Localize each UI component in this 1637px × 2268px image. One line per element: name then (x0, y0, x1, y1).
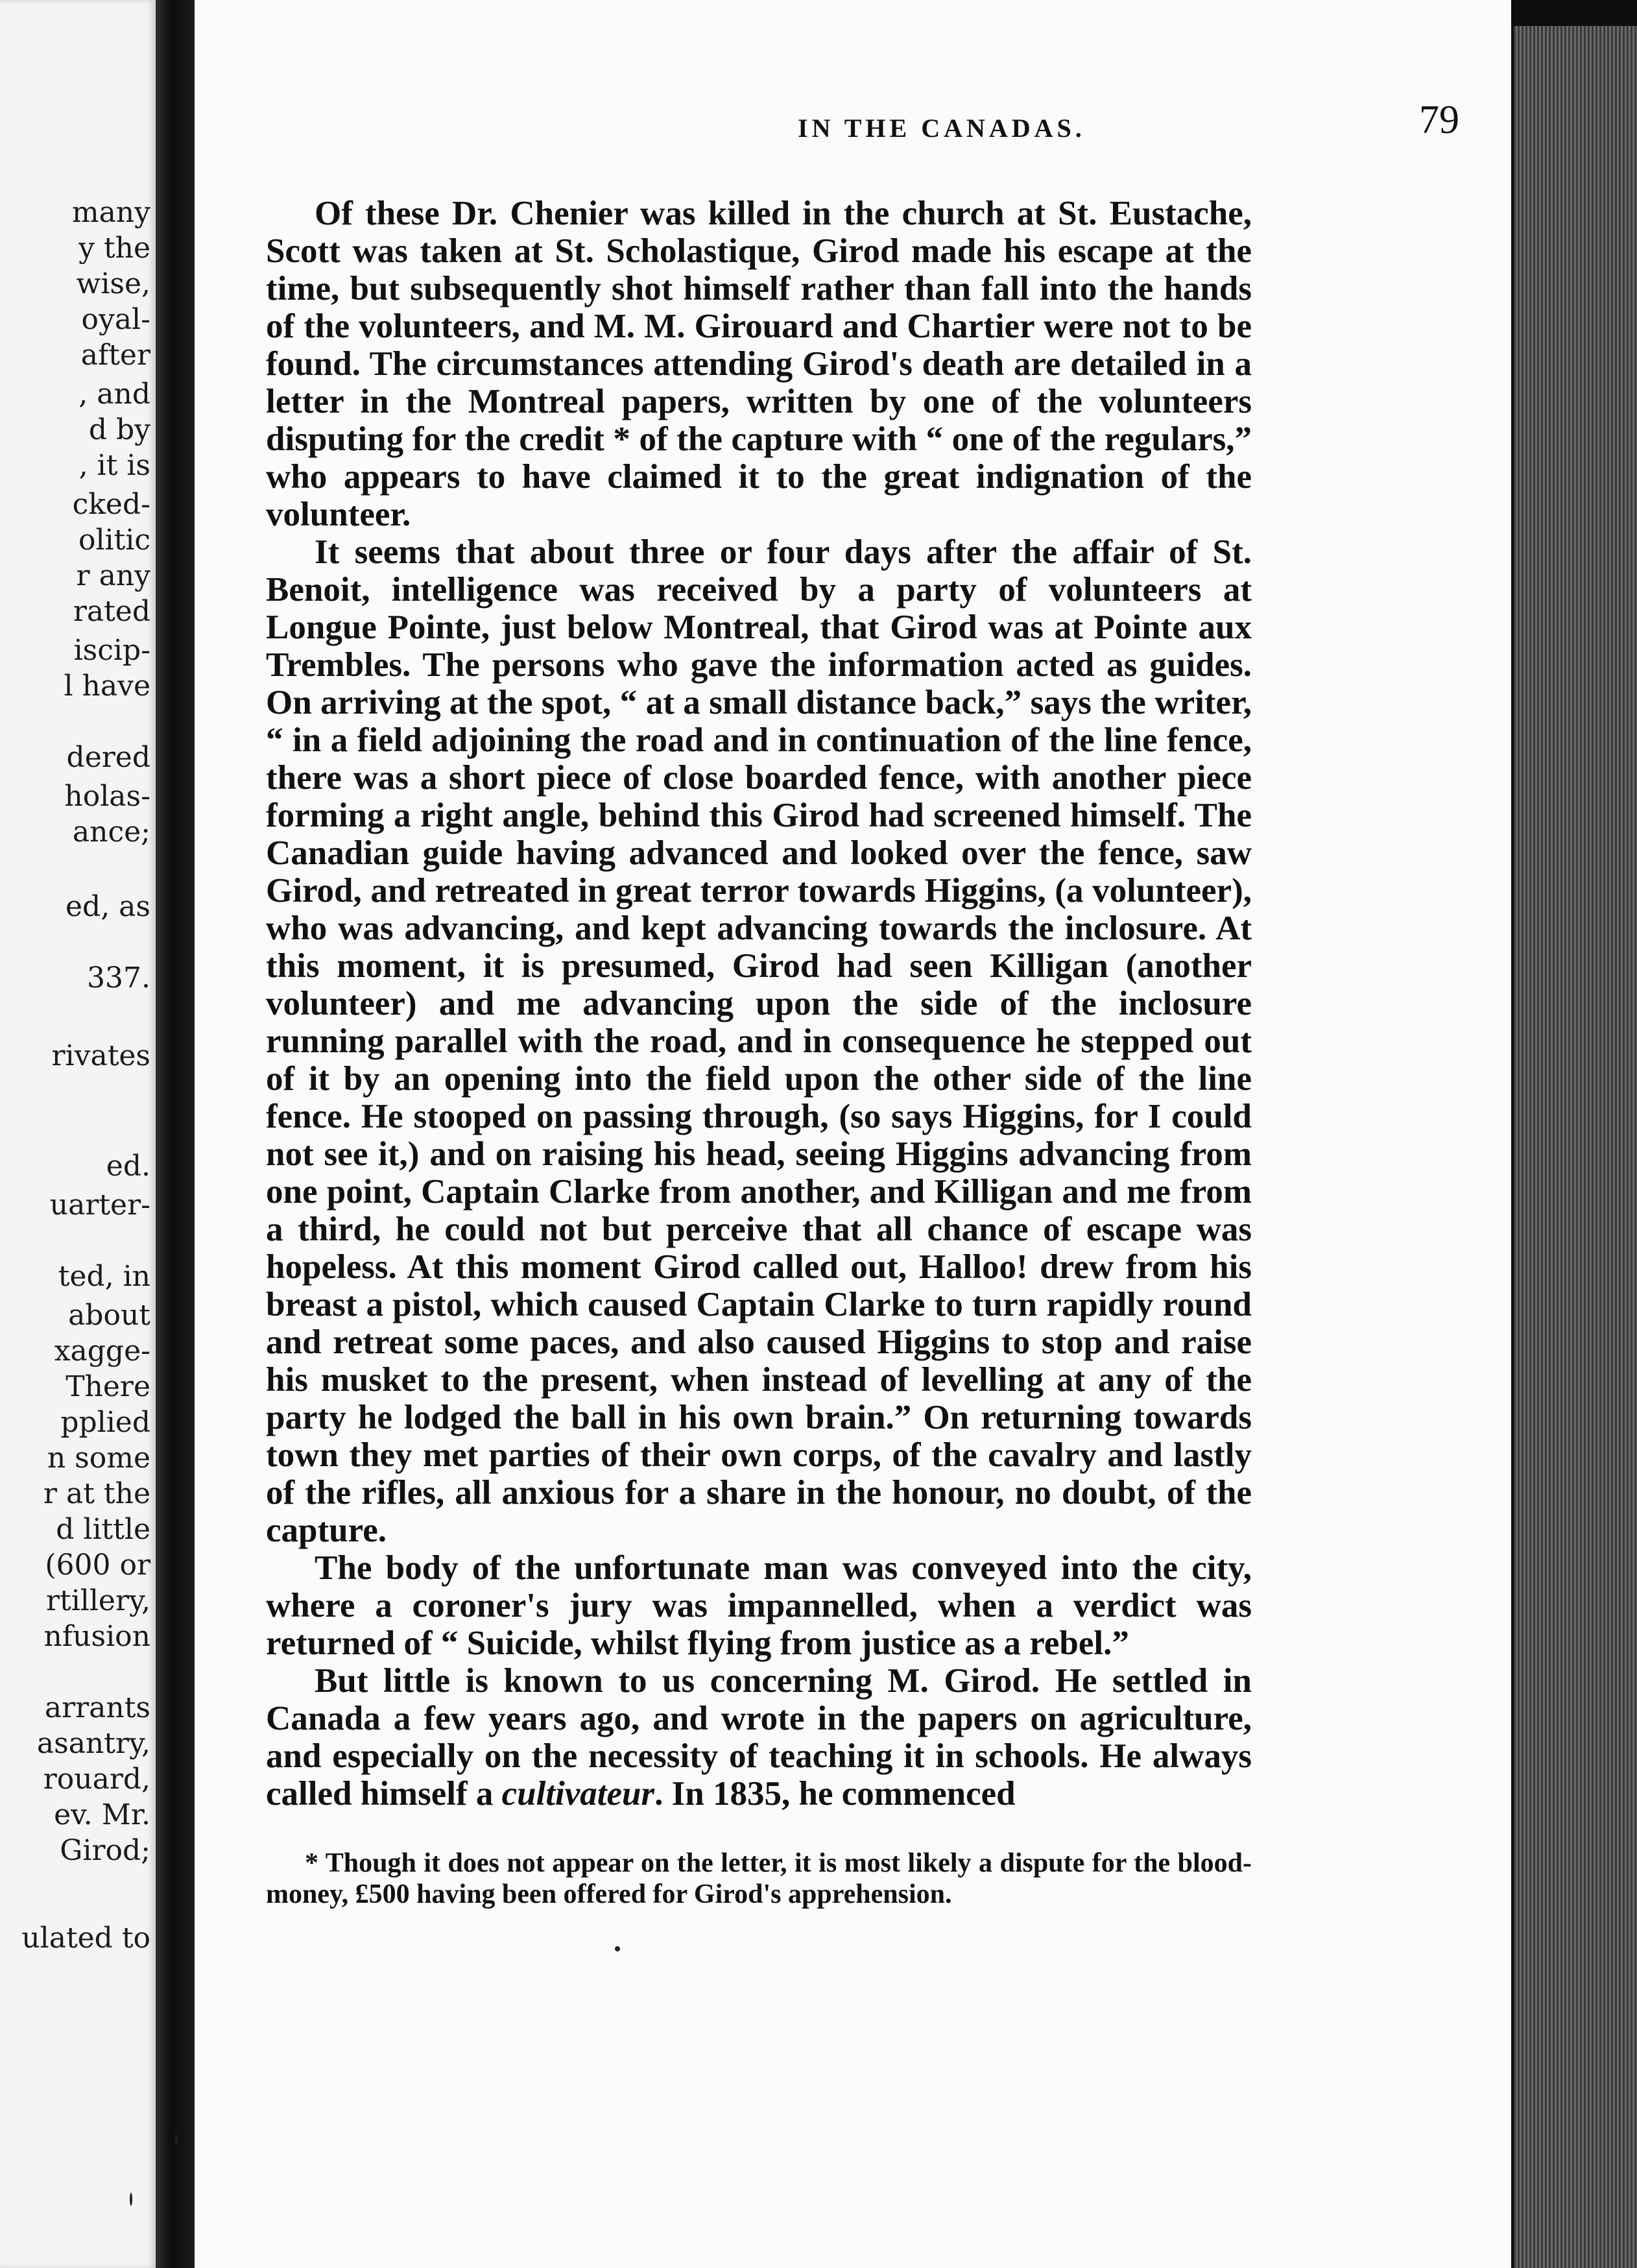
left-page-text-fragment: (600 or (45, 1549, 150, 1582)
left-page-text-fragment: , it is (78, 449, 150, 482)
paragraph-4 (266, 1662, 1252, 1813)
running-head (590, 97, 1459, 143)
left-page-text-fragment: r any (76, 559, 150, 592)
left-page-text-fragment: y the (78, 232, 150, 265)
left-page-text-fragment: arrants (44, 1691, 150, 1724)
left-page-text-fragment: asantry, (36, 1727, 150, 1760)
paragraph-3: The body of the unfortunate man was conveyed into the city, where a coroner's jury was impannelled, when a verdict was returned of “ Suicide, whilst flying from justice as a rebel.” (266, 1549, 1252, 1662)
paragraph-1: Of these Dr. Chenier was killed in the church at St. Eustache, Scott was taken at St. Scholastique, Girod made his escape at the time, but subsequently shot himself rather than fall into the hands of the volunteers, and M. M. Girouard and Chartier were not to be found. The circumstances attending Girod's death are detailed in a letter in the Montreal papers, written by one of the volunteers disputing for the credit * of the capture with “ one of the regulars,” who appears to have claimed it to the great indignation of the volunteer. (266, 195, 1252, 533)
left-page-text-fragment: rated (73, 595, 150, 628)
left-page-text-fragment: There (66, 1370, 150, 1403)
left-page-text-fragment: ed. (106, 1150, 150, 1183)
left-page-text-fragment: d by (88, 413, 150, 446)
italic-term: cultivateur (501, 1775, 655, 1813)
left-page-text-fragment: ed, as (66, 890, 150, 923)
left-page-text-fragment: d little (56, 1513, 150, 1546)
left-page-text-fragment: l have (64, 670, 150, 703)
previous-page-strip (0, 0, 156, 2268)
paragraph-4-text: But little is known to us concerning M. Girod. He settled in Canada a few years ago, and wrote in the papers on agriculture, and especially on the necessity of teaching it in schools. He always called himself a (266, 1662, 1252, 1813)
left-page-text-fragment: ev. Mr. (54, 1798, 150, 1831)
left-page-text-fragment: 337. (87, 961, 150, 995)
paragraph-2: It seems that about three or four days after the affair of St. Benoit, intelligence was received by a party of volunteers at Longue Pointe, just below Montreal, that Girod was at Pointe aux Trembles. The persons who gave the information acted as guides. On arriving at the spot, “ at a small distance back,” says the writer, “ in a field adjoining the road and in continuation of the line fence, there was a short piece of close boarded fence, with another piece forming a right angle, behind this Girod had screened himself. The Canadian guide having advanced and looked over the fence, saw Girod, and retreated in great terror towards Higgins, (a volunteer), who was advancing, and kept advancing towards the inclosure. At this moment, it is presumed, Girod had seen Killigan (another volunteer) and me advancing upon the side of the inclosure running parallel with the road, and in consequence he stepped out of it by an opening into the field upon the other side of the line fence. He stooped on passing through, (so says Higgins, for I could not see it,) and on raising his head, seeing Higgins advancing from one point, Captain Clarke from another, and Killigan and me from a third, he could not but perceive that all chance of escape was hopeless. At this moment Girod called out, Halloo! drew from his breast a pistol, which caused Captain Clarke to turn rapidly round and retreat some paces, and also caused Higgins to stop and raise his musket to the present, when instead of levelling at any of the party he lodged the ball in his own brain.” On returning towards town they met parties of their own corps, of the cavalry and lastly of the rifles, all anxious for a share in the honour, no doubt, of the capture. (266, 533, 1252, 1549)
left-page-text-fragment: ance; (72, 815, 150, 849)
left-page-text-fragment: holas- (64, 780, 150, 813)
left-page-text-fragment: iscip- (73, 634, 150, 667)
left-page-text-fragment: many (71, 196, 150, 229)
left-page-text-fragment: rouard, (43, 1763, 150, 1796)
left-page-text-fragment: , and (78, 378, 150, 411)
left-page-text-fragment: Girod; (60, 1834, 150, 1867)
left-page-text-fragment: pplied (60, 1406, 150, 1439)
page-number: 79 (1419, 98, 1459, 142)
left-page-text-fragment: rtillery, (45, 1584, 150, 1617)
paragraph-4-tail: . In 1835, he commenced (654, 1775, 1016, 1813)
page-block-edge (1511, 0, 1637, 2268)
left-page-text-fragment: dered (66, 741, 150, 774)
print-speck (130, 2193, 132, 2206)
page-block-top-shadow (1511, 0, 1637, 26)
left-page-text-fragment: olitic (78, 524, 150, 557)
left-page-text-fragment: n some (47, 1442, 150, 1475)
body-text (266, 195, 1252, 1813)
left-page-text-fragment: ulated to (21, 1922, 150, 1955)
footnote: * Though it does not appear on the letter, it is most likely a dispute for the blood-money, £500 having been offered for Girod's apprehension. (266, 1848, 1252, 1909)
left-page-text-fragment: nfusion (43, 1620, 150, 1653)
left-page-text-fragment: ted, in (58, 1260, 150, 1293)
left-page-text-fragment: after (80, 339, 150, 372)
left-page-text-fragment: rivates (51, 1039, 150, 1072)
left-page-text-fragment: oyal- (81, 303, 150, 336)
left-page-text-fragment: xagge- (54, 1334, 150, 1368)
left-page-text-fragment: wise, (76, 267, 150, 300)
book-page (195, 0, 1511, 2268)
print-speck (615, 1946, 620, 1951)
print-speck (175, 2134, 178, 2143)
left-page-text-fragment: about (68, 1299, 150, 1332)
left-page-text-fragment: uarter- (49, 1188, 150, 1222)
left-page-text-fragment: r at the (43, 1477, 150, 1510)
book-gutter (156, 0, 195, 2268)
left-page-text-fragment: cked- (72, 488, 150, 521)
running-head-title: IN THE CANADAS. (798, 114, 1086, 143)
